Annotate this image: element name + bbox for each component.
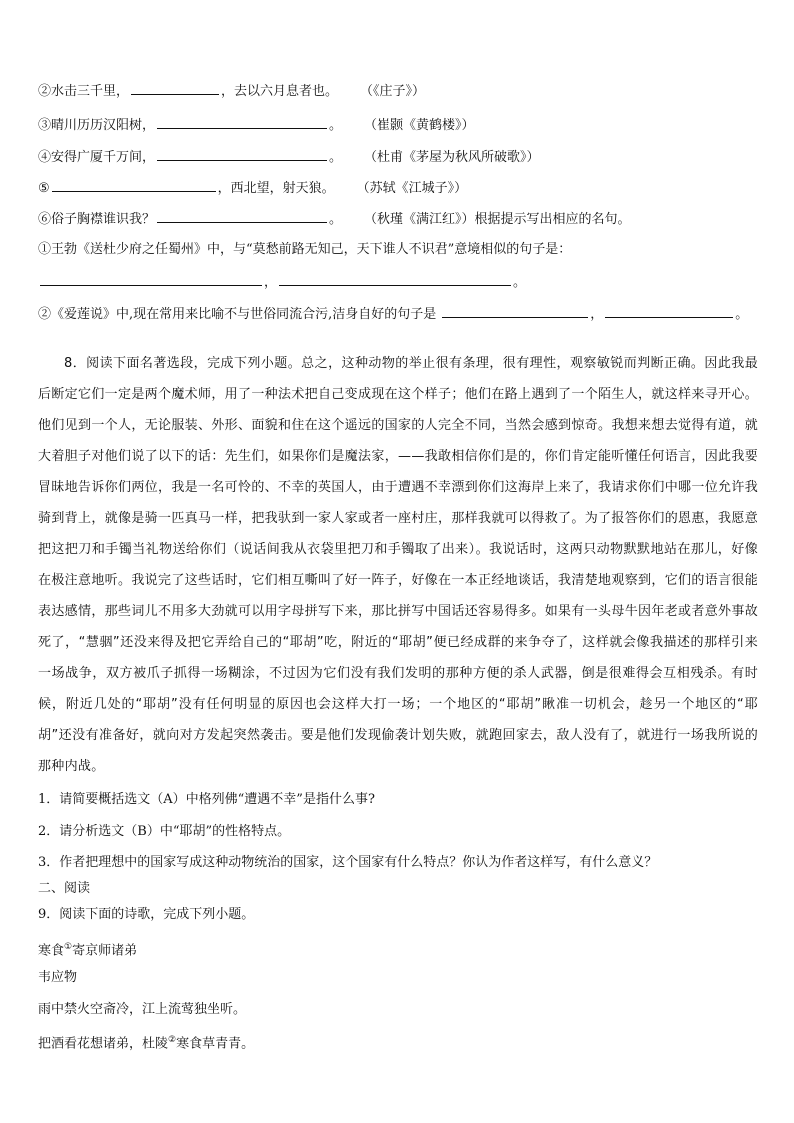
fill-line-2-post: ，去以六月息者也。 [221,84,339,99]
answer-blank[interactable] [131,80,219,95]
fill-line-3 [38,114,475,136]
fill-line-5-pre: ⑤ [38,181,50,196]
poem-title-a: 寒食 [38,943,65,959]
reading-passage: 8．阅读下面名著选段，完成下列小题。总之，这种动物的举止很有条理，很有理性，观察敏锐而判断正确。因此我最后断定它们一定是两个魔术师，用了一种法术把自己变成现在这个样子；他们在路上遇到了一个陌生人，就这样来寻开心。他们见到一个人，无论服装、外形、面貌和住在这个遥远的国家的人完全不同，当然会感到惊奇。我想来想去觉得有道，就大着胆子对他们说了以下的话：先生们，如果你们是魔法家，——我敢相信你们是的，你们肯定能听懂任何语言，因此我要冒昧地告诉你们两位，我是一名可怜的、不幸的英国人，由于遭遇不幸漂到你们这海岸上来了，我请求你们中哪一位允许我骑到背上，就像是骑一匹真马一样，把我驮到一家人家或者一座村庄，那样我就可以得救了。为了报答你们的恩惠，我愿意把这把刀和手镯当礼物送给你们（说话间我从衣袋里把刀和手镯取了出来）。我说话时，这两只动物默默地站在那儿，好像在极注意地听。我说完了这些话时，它们相互嘶叫了好一阵子，好像在一本正经地谈话，我清楚地观察到，它们的语言很能表达感情，那些词儿不用多大劲就可以用字母拼写下来，那比拼写中国话还容易得多。如果有一头母牛因年老或者意外事故死了，“慧骃”还没来得及把它弄给自己的“耶胡”吃，附近的“耶胡”便已经成群的来争夺了，这样就会像我描述的那样引来一场战争，双方被爪子抓得一场糊涂，不过因为它们没有我们发明的那种方便的杀人武器，倒是很难得会互相残杀。有时候，附近几处的“耶胡”没有任何明显的原因也会这样大打一场；一个地区的“耶胡”瞅准一切机会，趁另一个地区的“耶胡”还没有准备好，就向对方发起突然袭击。要是他们发现偷袭计划失败，就跑回家去，敌人没有了，就进行一场我所说的那种内战。 [38,356,758,774]
answer-blank[interactable] [442,303,588,318]
question-2: 2．请分析选文（B）中“耶胡”的性格特点。 [38,824,291,839]
section-heading: 二、阅读 [38,881,91,896]
fill-line-2-pre: ②水击三千里， [38,84,130,99]
answer-blank[interactable] [52,177,216,192]
fill-line-6-post: 。 [329,212,343,227]
answer-blank[interactable] [605,303,733,318]
question-3: 3．作者把理想中的国家写成这种动物统治的国家，这个国家有什么特点？你认为作者这样写，有什么意义？ [38,855,658,870]
answer-blank[interactable] [157,146,327,161]
answer-blank[interactable] [40,271,262,286]
fill-line-5-post: ，西北望，射天狼。 [217,181,335,196]
poem-title-b: 寄京师诸弟 [72,943,138,959]
prompt-2-text: ②《爱莲说》中,现在常用来比喻不与世俗同流合污,洁身自好的句子是 [38,307,437,322]
fill-line-4-source: （杜甫《茅屋为秋风所破歌》） [364,150,540,165]
answer-blank[interactable] [157,114,327,129]
fill-line-5-source: （苏轼《江城子》） [356,181,468,196]
fill-line-6 [38,208,631,230]
fill-line-2-source: （《庄子》） [360,84,426,99]
poem-title [38,937,137,961]
fill-line-5 [38,177,467,199]
fill-line-6-source: （秋瑾《满江红》）根据提示写出相应的名句。 [364,212,631,227]
poem-line-1: 雨中禁火空斋冷，江上流莺独坐听。 [38,1002,247,1017]
footnote-mark: ① [64,942,73,952]
fill-line-4-pre: ④安得广厦千万间， [38,150,156,165]
poem-line-2-b: 寒食草青青。 [176,1036,255,1052]
fill-line-4 [38,146,540,168]
end-period: 。 [735,307,749,322]
question-9: 9．阅读下面的诗歌，完成下列小题。 [38,907,255,922]
prompt-1: ①王勃《送杜少府之任蜀州》中，与“莫愁前路无知己，天下谁人不识君”意境相似的句子是： [38,242,572,257]
fill-line-6-pre: ⑥俗子胸襟谁识我？ [38,212,156,227]
fill-line-3-source: （崔颢《黄鹤楼》） [364,118,475,133]
separator-comma: ， [264,275,278,290]
end-period: 。 [513,275,527,290]
fill-line-4-post: 。 [329,150,343,165]
poem-line-2 [38,1030,254,1054]
fill-line-2 [38,80,425,102]
footnote-mark: ② [168,1035,177,1045]
question-1: 1．请简要概括选文（A）中格列佛“遭遇不幸”是指什么事? [38,792,375,807]
prompt-2 [38,303,748,325]
prompt-1-answers [38,271,526,293]
answer-blank[interactable] [279,271,511,286]
separator-comma: ， [590,307,604,322]
fill-line-3-post: 。 [329,118,343,133]
poem-author: 韦应物 [38,970,78,985]
answer-blank[interactable] [157,208,327,223]
poem-line-2-a: 把酒看花想诸弟，杜陵 [38,1036,169,1052]
fill-line-3-pre: ③晴川历历汉阳树， [38,118,156,133]
